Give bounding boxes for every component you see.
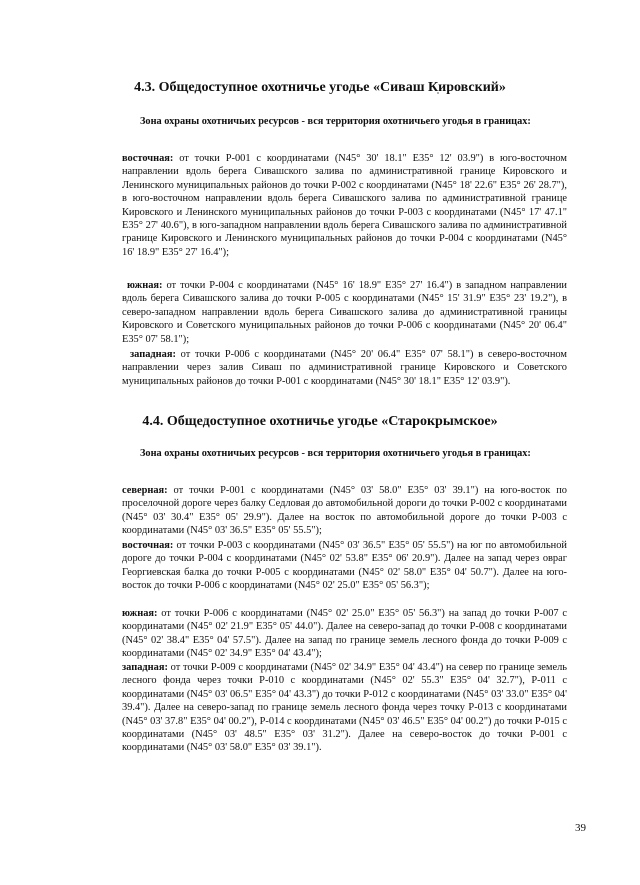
- boundary-text: от точки Р-001 с координатами (N45° 30' 18.1" E35° 12' 03.9") в юго-восточном направлении вдоль берега Сивашского залива по административной границе Кировского и Ленинского муниципальных районов до точки Р-002 с координатами (N45° 18' 22.6" E35° 26' 28.7"), в юго-восточном направлении вдоль берега Сивашского залива по административной границе Кировского и Ленинского муниципальных районов до точки Р-003 с координатами (N45° 17' 47.1" E35° 27' 40.6"), в юго-западном направлении вдоль берега Сивашского залива по административной границе Кировского и Ленинского муниципальных районов до точки Р-004 с координатами (N45° 16' 18.9" E35° 27' 16.4");: [122, 153, 567, 258]
- boundary-label: западная:: [130, 349, 176, 360]
- boundary-text: от точки Р-009 с координатами (N45° 02' 34.9" E35° 04' 43.4") на север по границе земель лесного фонда через точки Р-010 с координатами (N45° 02' 55.3" E35° 04' 32.7"), Р-011 с координатами (N45° 03' 06.5" E35° 04' 43.3") до точки Р-012 с координатами (N45° 03' 33.0" E35° 04' 39.4"). Далее на северо-запад по границе земель лесного фонда через точку Р-013 с координатами (N45° 03' 37.8" E35° 04' 00.2"), Р-014 с координатами (N45° 03' 46.5" E35° 04' 00.2") до точки Р-015 с координатами (N45° 03' 48.5" E35° 03' 31.2"). Далее на северо-восток до точки Р-001 с координатами (N45° 03' 58.0" E35° 03' 39.1").: [122, 662, 567, 754]
- boundary-text: от точки Р-006 с координатами (N45° 02' 25.0" E35° 05' 56.3") на запад до точки Р-007 с координатами (N45° 02' 21.9" E35° 05' 44.0"). Далее на северо-запад до точки Р-008 с координатами (N45° 02' 38.4" E35° 04' 57.5"). Далее на запад по границе земель лесного фонда до точки Р-009 с координатами (N45° 02' 34.9" E35° 04' 43.4");: [122, 608, 567, 660]
- boundary-south-4-3: [122, 279, 567, 346]
- boundary-text: от точки Р-001 с координатами (N45° 03' 58.0" E35° 03' 39.1") на юго-восток по проселочной дороге через балку Седловая до автомобильной дороги до точки Р-002 с координатами (N45° 03' 30.4" E35° 05' 29.9"). Далее на восток по автомобильной дороге до точки Р-003 с координатами (N45° 03' 36.5" E35° 05' 55.5");: [122, 485, 567, 537]
- boundary-west-4-3: [122, 348, 567, 388]
- boundary-label: северная:: [122, 485, 168, 496]
- boundary-label: южная:: [122, 608, 158, 619]
- boundary-label: восточная:: [122, 153, 174, 164]
- boundary-north-4-4: [122, 484, 567, 538]
- boundary-label: восточная:: [122, 540, 174, 551]
- boundary-label: западная:: [122, 662, 168, 673]
- zone-description-4-3: Зона охраны охотничьих ресурсов - вся территория охотничьего угодья в границах:: [140, 116, 531, 127]
- boundary-south-4-4: [122, 607, 567, 661]
- boundary-text: от точки Р-004 с координатами (N45° 16' 18.9" E35° 27' 16.4") в западном направлении вдоль берега Сивашского залива до точки Р-005 с координатами (N45° 15' 31.9" E35° 23' 19.2"), в северо-западном направлении вдоль берега Сивашского залива до административной границы Кировского и Советского муниципальных районов до точки Р-006 с координатами (N45° 20' 06.4" E35° 07' 58.1");: [122, 280, 567, 345]
- section-heading-4-4: 4.4. Общедоступное охотничье угодье «Старокрымское»: [142, 414, 498, 429]
- page-number: 39: [575, 822, 586, 834]
- boundary-east-4-3: [122, 152, 567, 259]
- section-heading-4-3: 4.3. Общедоступное охотничье угодье «Сиваш Кировский»: [134, 80, 506, 95]
- zone-description-4-4: Зона охраны охотничьих ресурсов - вся территория охотничьего угодья в границах:: [140, 448, 531, 459]
- boundary-text: от точки Р-003 с координатами (N45° 03' 36.5" E35° 05' 55.5") на юг по автомобильной дороге до точки Р-004 с координатами (N45° 02' 53.8" E35° 06' 20.9"). Далее на запад через овраг Георгиевская балка до точки Р-005 с координатами (N45° 02' 58.0" E35° 04' 50.7"). Далее на юго-восток до точки Р-006 с координатами (N45° 02' 25.0" E35° 05' 56.3");: [122, 540, 567, 592]
- boundary-text: от точки Р-006 с координатами (N45° 20' 06.4" E35° 07' 58.1") в северо-восточном направлении через залив Сиваш по административной границе Кировского и Советского муниципальных районов до точки Р-001 с координатами (N45° 30' 18.1" E35° 12' 03.9").: [122, 349, 567, 387]
- boundary-west-4-4: [122, 661, 567, 755]
- boundary-label: южная:: [127, 280, 163, 291]
- boundary-east-4-4: [122, 539, 567, 593]
